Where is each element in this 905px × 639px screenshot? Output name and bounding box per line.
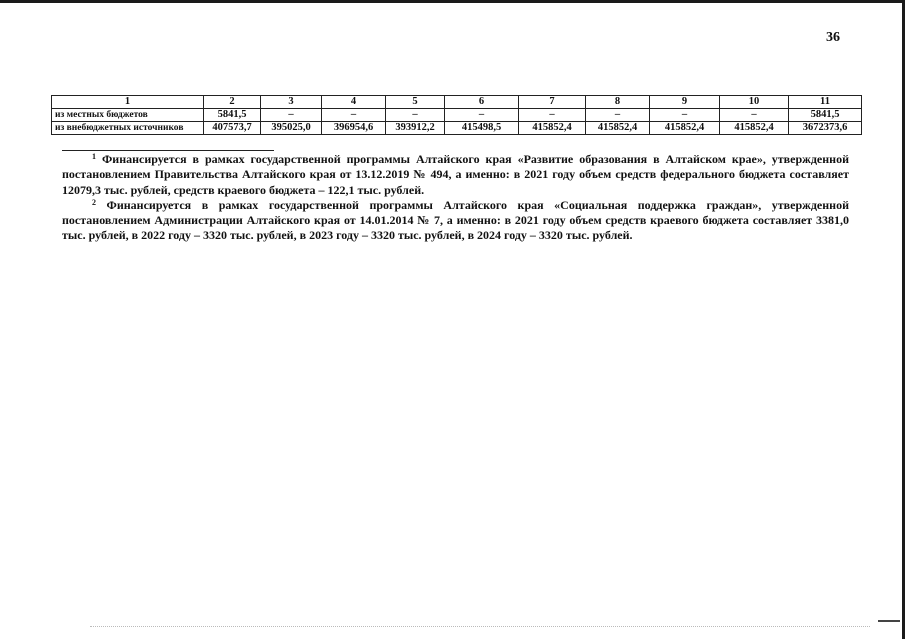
header-cell: 1 xyxy=(52,96,204,109)
table-header-row xyxy=(52,96,862,109)
table-cell: 415852,4 xyxy=(519,122,586,135)
header-cell: 9 xyxy=(650,96,720,109)
table-row xyxy=(52,122,862,135)
header-cell: 5 xyxy=(386,96,445,109)
header-cell: 8 xyxy=(586,96,650,109)
page-top-border xyxy=(0,0,905,3)
table-cell: 415852,4 xyxy=(650,122,720,135)
row-label: из местных бюджетов xyxy=(52,109,204,122)
header-cell: 2 xyxy=(204,96,261,109)
table-cell: 5841,5 xyxy=(789,109,862,122)
footnote-separator xyxy=(62,150,274,151)
table-cell: 415498,5 xyxy=(445,122,519,135)
table-cell: – xyxy=(322,109,386,122)
table-cell: 393912,2 xyxy=(386,122,445,135)
header-cell: 10 xyxy=(720,96,789,109)
table-cell: 396954,6 xyxy=(322,122,386,135)
table-row xyxy=(52,109,862,122)
footnote-marker: 1 xyxy=(92,152,96,161)
header-cell: 7 xyxy=(519,96,586,109)
row-label: из внебюджетных источников xyxy=(52,122,204,135)
table-cell: – xyxy=(519,109,586,122)
table-cell: – xyxy=(586,109,650,122)
header-cell: 4 xyxy=(322,96,386,109)
table-cell: – xyxy=(261,109,322,122)
table-cell: – xyxy=(650,109,720,122)
table-cell: 3672373,6 xyxy=(789,122,862,135)
footnote xyxy=(62,152,849,198)
footnote-marker: 2 xyxy=(92,197,96,207)
footnote xyxy=(62,198,849,244)
header-cell: 6 xyxy=(445,96,519,109)
scan-artifact xyxy=(90,626,870,628)
footnotes xyxy=(62,152,849,244)
table-cell: 407573,7 xyxy=(204,122,261,135)
budget-table xyxy=(51,95,862,135)
table-cell: 395025,0 xyxy=(261,122,322,135)
header-cell: 3 xyxy=(261,96,322,109)
table-cell: – xyxy=(445,109,519,122)
table-cell: 415852,4 xyxy=(720,122,789,135)
footnote-text: Финансируется в рамках государственной программы Алтайского края «Развитие образования в Алтайском крае», утвержденной постановлением Правительства Алтайского края от 13.12.2019 № 494, а именно: в 2021 году объем средств федерального бюджета составляет 12079,3 тыс. рублей, средств краевого бюджета – 122,1 тыс. рублей. xyxy=(62,152,850,197)
header-cell: 11 xyxy=(789,96,862,109)
table-cell: – xyxy=(386,109,445,122)
page-number: 36 xyxy=(826,30,840,45)
table-cell: – xyxy=(720,109,789,122)
table-cell: 415852,4 xyxy=(586,122,650,135)
scan-artifact xyxy=(878,620,900,622)
footnote-text: Финансируется в рамках государственной программы Алтайского края «Социальная поддержка граждан», утвержденной постановлением Администрации Алтайского края от 14.01.2014 № 7, а именно: в 2021 году объем средств краевого бюджета составляет 3381,0 тыс. рублей, в 2022 году – 3320 тыс. рублей, в 2023 году – 3320 тыс. рублей, в 2024 году – 3320 тыс. рублей. xyxy=(62,197,850,243)
table-cell: 5841,5 xyxy=(204,109,261,122)
